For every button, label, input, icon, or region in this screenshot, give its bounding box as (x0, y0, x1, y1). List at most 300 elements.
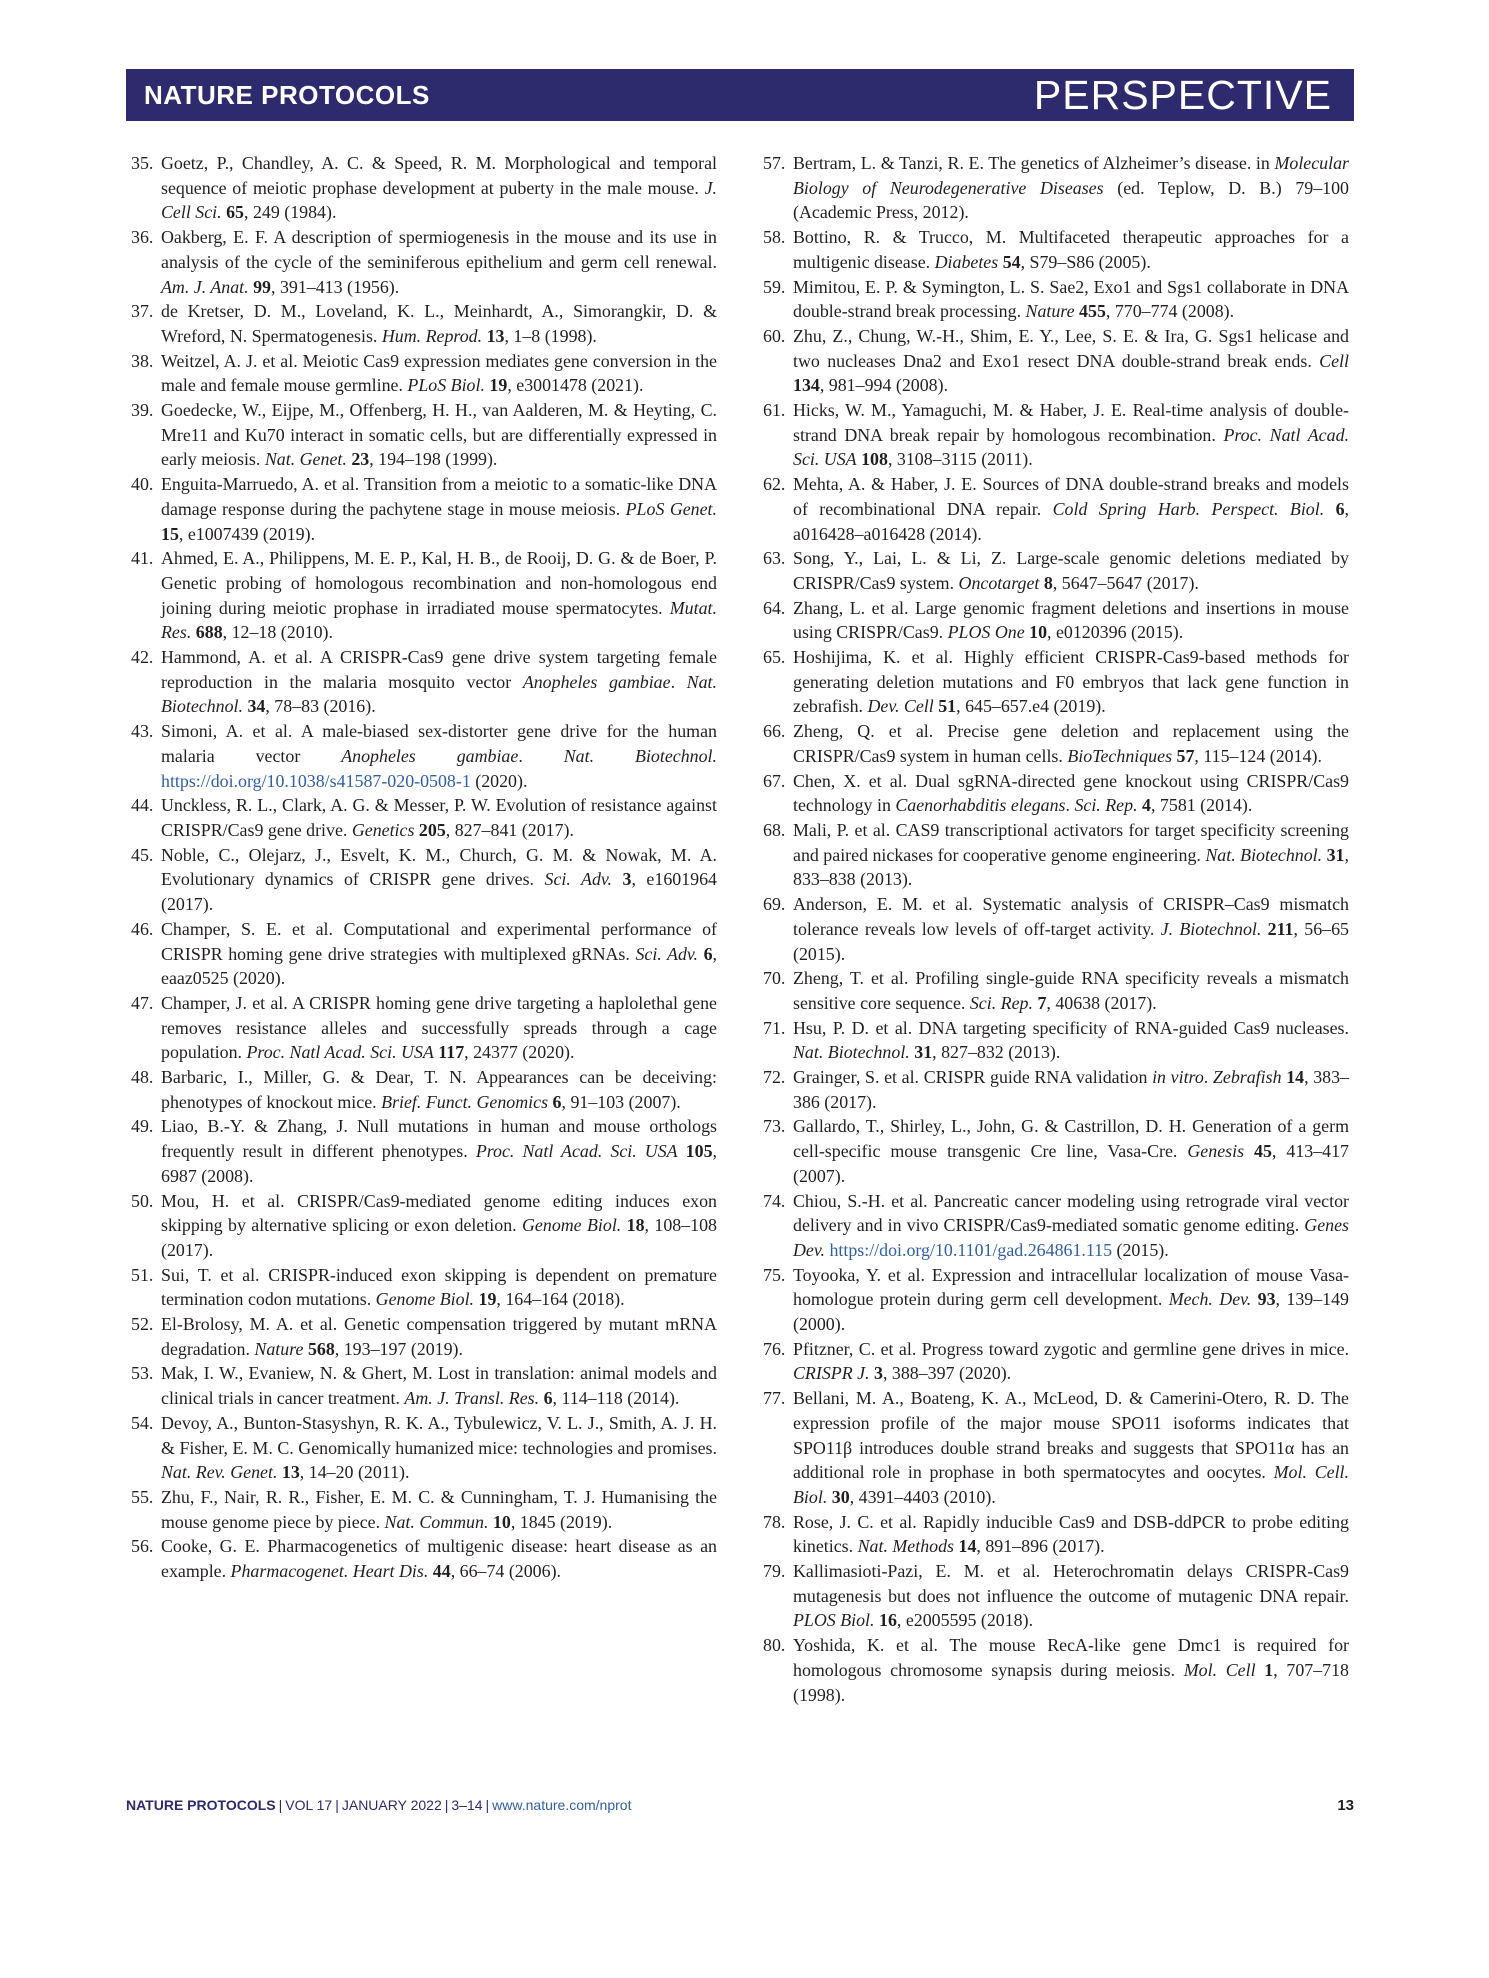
reference-text: , 645–657.e4 (2019). (956, 696, 1106, 717)
reference-text: Chen, X. et al. Dual sgRNA-directed gene knockout using CRISPR/Cas9 technology in (793, 770, 1349, 816)
reference-number: 40. (131, 474, 154, 495)
reference-volume: 19 (489, 375, 508, 396)
reference-text: Zhu, Z., Chung, W.-H., Shim, E. Y., Lee, S. E. & Ira, G. Sgs1 helicase and two nucleases Dna2 and Exo1 resect DNA double-strand break ends. (793, 325, 1349, 371)
reference-volume: 23 (351, 449, 370, 470)
reference-text: , 78–83 (2016). (265, 696, 376, 717)
footer-pages: 3–14 (451, 1797, 483, 1813)
reference-text: Zhu, F., Nair, R. R., Fisher, E. M. C. & Cunningham, T. J. Humanising the mouse genome piece by piece. (161, 1486, 717, 1532)
reference-number: 76. (763, 1338, 786, 1359)
reference-number: 68. (763, 819, 786, 840)
reference-number: 63. (763, 548, 786, 569)
reference-text: Noble, C., Olejarz, J., Esvelt, K. M., Church, G. M. & Nowak, M. A. Evolutionary dynamics of CRISPR gene drives. (161, 844, 717, 890)
reference-text: , a016428–a016428 (2014). (793, 498, 1349, 544)
reference-text: Hoshijima, K. et al. Highly efficient CRISPR-Cas9-based methods for generating deletion mutations and F0 embryos that lack gene function in zebrafish. (793, 647, 1349, 717)
reference-text: Mimitou, E. P. & Symington, L. S. Sae2, Exo1 and Sgs1 collaborate in DNA double-strand break processing. (793, 276, 1349, 322)
reference-journal: Genesis (1187, 1141, 1245, 1162)
reference-text: . (670, 671, 687, 692)
reference-number: 47. (131, 992, 154, 1013)
reference-text: , e3001478 (2021). (507, 375, 644, 396)
reference-number: 38. (131, 350, 154, 371)
reference-volume: 18 (626, 1215, 645, 1236)
reference-volume: 16 (879, 1610, 897, 1631)
reference-journal: Caenorhabditis elegans (895, 795, 1066, 816)
reference-number: 49. (131, 1116, 154, 1137)
reference-number: 48. (131, 1067, 154, 1088)
reference-number: 70. (763, 968, 786, 989)
reference-text: , 4391–4403 (2010). (849, 1486, 996, 1507)
reference-item (763, 472, 1349, 546)
reference-text: Kallimasioti-Pazi, E. M. et al. Heterochromatin delays CRISPR-Cas9 mutagenesis but does not influence the outcome of mutagenic DNA repair. (793, 1561, 1349, 1606)
reference-item (131, 1312, 717, 1361)
reference-number: 51. (131, 1264, 154, 1285)
reference-number: 59. (763, 276, 786, 297)
reference-text: , 981–994 (2008). (819, 375, 949, 396)
reference-number: 75. (763, 1264, 786, 1285)
reference-volume: 6 (1335, 498, 1345, 519)
reference-item (131, 1065, 717, 1114)
reference-volume: 8 (1043, 572, 1053, 593)
reference-volume: 6 (703, 943, 713, 964)
reference-volume: 211 (1267, 918, 1294, 939)
reference-volume: 3 (874, 1363, 883, 1384)
reference-volume: 57 (1176, 745, 1195, 766)
reference-number: 37. (131, 301, 154, 322)
reference-item (131, 1485, 717, 1534)
reference-item (763, 1016, 1349, 1065)
reference-journal: Anopheles gambiae (341, 745, 519, 766)
reference-text: , e1007439 (2019). (178, 523, 316, 544)
reference-journal: PLOS One (947, 622, 1025, 643)
reference-text: Zheng, Q. et al. Precise gene deletion and replacement using the CRISPR/Cas9 system in human cells. (793, 721, 1349, 766)
reference-volume: 54 (1002, 251, 1021, 272)
reference-number: 36. (131, 227, 154, 248)
reference-volume: 10 (492, 1511, 511, 1532)
reference-text: , 827–832 (2013). (932, 1042, 1061, 1063)
reference-journal: Proc. Natl Acad. Sci. USA (793, 424, 1349, 470)
reference-journal: Oncotarget (958, 572, 1040, 593)
reference-item (131, 1114, 717, 1188)
reference-journal: Hum. Reprod. (381, 325, 483, 346)
reference-journal: Anopheles gambiae (522, 671, 671, 692)
reference-volume: 51 (938, 696, 957, 717)
reference-volume: 13 (281, 1462, 300, 1483)
reference-journal: Nat. Biotechnol. (793, 1042, 910, 1063)
reference-text: Bertram, L. & Tanzi, R. E. The genetics of Alzheimer’s disease. in (793, 153, 1275, 173)
reference-volume: 45 (1254, 1141, 1272, 1162)
reference-journal: Dev. Cell (867, 696, 934, 717)
reference-journal: Mol. Cell. Biol. (793, 1462, 1349, 1507)
reference-text: El-Brolosy, M. A. et al. Genetic compensation triggered by mutant mRNA degradation. (161, 1314, 717, 1359)
reference-journal: Proc. Natl Acad. Sci. USA (475, 1141, 678, 1162)
reference-volume: 14 (958, 1536, 977, 1557)
reference-item (763, 1189, 1349, 1263)
reference-journal: Sci. Rep. (1074, 795, 1138, 816)
reference-text: , 413–417 (2007). (793, 1141, 1349, 1186)
reference-journal: Nature (1025, 301, 1075, 322)
reference-journal: Cold Spring Harb. Perspect. Biol. (1052, 498, 1325, 519)
reference-volume: 99 (253, 276, 271, 297)
reference-text: , 388–397 (2020). (882, 1363, 1012, 1384)
reference-number: 64. (763, 597, 786, 618)
reference-item (131, 843, 717, 917)
reference-volume: 30 (831, 1486, 850, 1507)
reference-number: 58. (763, 227, 786, 248)
reference-text: Cooke, G. E. Pharmacogenetics of multigenic disease: heart disease as an example. (161, 1536, 717, 1582)
reference-journal: CRISPR J. (793, 1363, 870, 1384)
reference-journal: PLOS Biol. (793, 1610, 875, 1631)
reference-number: 73. (763, 1116, 786, 1137)
reference-item (763, 546, 1349, 595)
reference-item (763, 398, 1349, 472)
reference-journal: PLoS Genet. (625, 498, 718, 519)
reference-text: , S79–S86 (2005). (1020, 251, 1151, 272)
reference-item (763, 151, 1349, 225)
reference-number: 42. (131, 647, 154, 668)
reference-text: Hsu, P. D. et al. DNA targeting specificity of RNA-guided Cas9 nucleases. (793, 1017, 1349, 1038)
reference-number: 35. (131, 153, 154, 173)
reference-text: , 14–20 (2011). (299, 1462, 410, 1483)
reference-text: , 891–896 (2017). (976, 1536, 1105, 1557)
section-label: PERSPECTIVE (1033, 71, 1332, 118)
reference-text: (ed. Teplow, D. B.) 79–100 (Academic Press, 2012). (793, 177, 1349, 223)
reference-item (763, 1263, 1349, 1337)
reference-text: , 6987 (2008). (161, 1141, 717, 1186)
footer-volume: VOL 17 (285, 1797, 333, 1813)
reference-volume: 31 (1326, 844, 1345, 865)
reference-text: Simoni, A. et al. A male-biased sex-distorter gene drive for the human malaria vector (161, 721, 717, 766)
reference-text: , 115–124 (2014). (1194, 745, 1322, 766)
reference-journal: Nat. Rev. Genet. (161, 1462, 278, 1483)
reference-item (763, 769, 1349, 818)
reference-text: , 770–774 (2008). (1105, 301, 1235, 322)
reference-item (763, 1337, 1349, 1386)
reference-item (763, 966, 1349, 1015)
reference-item (763, 275, 1349, 324)
reference-journal: Nat. Biotechnol. (161, 671, 717, 717)
reference-number: 45. (131, 844, 154, 865)
reference-text: Mali, P. et al. CAS9 transcriptional activators for target specificity screening and paired nickases for cooperative genome engineering. (793, 819, 1349, 865)
reference-journal: PLoS Biol. (407, 375, 485, 396)
reference-text: (2020). (470, 770, 528, 791)
reference-text: , 194–198 (1999). (369, 449, 498, 470)
reference-item (131, 225, 717, 299)
reference-text: , 164–164 (2018). (496, 1289, 625, 1310)
reference-journal: Nat. Genet. (264, 449, 347, 470)
reference-text: . (1203, 1067, 1213, 1088)
reference-journal: Sci. Rep. (969, 992, 1033, 1013)
reference-journal: Genome Biol. (522, 1215, 622, 1236)
reference-item (131, 1263, 717, 1312)
reference-number: 72. (763, 1067, 786, 1088)
reference-text: . (1065, 795, 1075, 816)
reference-volume: 568 (307, 1338, 335, 1359)
reference-item (763, 645, 1349, 719)
reference-item (763, 1633, 1349, 1707)
reference-volume: 455 (1079, 301, 1106, 322)
reference-volume: 3 (622, 869, 632, 890)
reference-text: Champer, J. et al. A CRISPR homing gene drive targeting a haplolethal gene removes resistance alleles and successfully spreads through a cage population. (161, 992, 717, 1063)
reference-text: Hammond, A. et al. A CRISPR-Cas9 gene drive system targeting female reproduction in the malaria mosquito vector (161, 647, 717, 692)
reference-journal: Sci. Adv. (635, 943, 698, 964)
reference-text: , 249 (1984). (244, 202, 337, 223)
reference-text: , 827–841 (2017). (445, 819, 574, 840)
reference-text: Toyooka, Y. et al. Expression and intracellular localization of mouse Vasa-homologue protein during germ cell development. (793, 1264, 1349, 1310)
reference-journal: Genome Biol. (375, 1289, 475, 1310)
reference-volume: 13 (486, 325, 505, 346)
reference-text: Goetz, P., Chandley, A. C. & Speed, R. M. Morphological and temporal sequence of meiotic prophase development at puberty in the male mouse. (161, 153, 717, 198)
reference-text (1256, 1660, 1265, 1680)
reference-text (1324, 499, 1335, 519)
reference-volume: 15 (161, 523, 179, 544)
reference-text: Champer, S. E. et al. Computational and experimental performance of CRISPR homing gene drive strategies with multiplexed gRNAs. (161, 918, 717, 964)
reference-text: Unckless, R. L., Clark, A. G. & Messer, P. W. Evolution of resistance against CRISPR/Cas9 gene drive. (161, 795, 717, 840)
reference-item (131, 472, 717, 546)
reference-item (131, 1411, 717, 1485)
reference-item (763, 818, 1349, 892)
reference-text (612, 869, 623, 889)
reference-volume: 205 (418, 819, 446, 840)
reference-text: , 193–197 (2019). (334, 1338, 463, 1359)
reference-text: Bottino, R. & Trucco, M. Multifaceted therapeutic approaches for a multigenic disease. (793, 227, 1349, 272)
reference-text: Mou, H. et al. CRISPR/Cas9-mediated genome editing induces exon skipping by alternative splicing or exon deletion. (161, 1190, 717, 1236)
reference-number: 80. (763, 1635, 786, 1656)
reference-text: Yoshida, K. et al. The mouse RecA-like gene Dmc1 is required for homologous chromosome synapsis during meiosis. (793, 1635, 1349, 1680)
reference-item (763, 1559, 1349, 1633)
reference-number: 78. (763, 1511, 786, 1532)
reference-text: Mehta, A. & Haber, J. E. Sources of DNA double-strand breaks and models of recombinational DNA repair. (793, 474, 1349, 519)
reference-journal: Mech. Dev. (1168, 1289, 1252, 1310)
reference-number: 39. (131, 400, 154, 421)
reference-text: , 40638 (2017). (1046, 992, 1157, 1013)
reference-number: 52. (131, 1314, 154, 1335)
reference-text: Zhang, L. et al. Large genomic fragment deletions and insertions in mouse using CRISPR/Cas9. (793, 597, 1349, 643)
reference-text: , 383–386 (2017). (793, 1067, 1349, 1112)
footer-journal: NATURE PROTOCOLS (126, 1797, 276, 1813)
reference-text: , 114–118 (2014). (552, 1388, 680, 1409)
reference-item (763, 1065, 1349, 1114)
reference-number: 71. (763, 1017, 786, 1038)
page-number: 13 (1337, 1797, 1354, 1814)
reference-number: 57. (763, 153, 786, 173)
reference-journal: J. Biotechnol. (1160, 918, 1262, 939)
reference-number: 43. (131, 721, 154, 742)
reference-journal: Am. J. Transl. Res. (404, 1388, 540, 1409)
reference-text: . (518, 745, 564, 766)
reference-item (763, 1386, 1349, 1510)
reference-text: Devoy, A., Bunton-Stasyshyn, R. K. A., Tybulewicz, V. L. J., Smith, A. J. H. & Fisher, E. M. C. Genomically humanized mice: technologies and promises. (161, 1412, 717, 1458)
reference-journal: Brief. Funct. Genomics (381, 1091, 549, 1112)
reference-volume: 117 (438, 1042, 465, 1063)
reference-item (131, 645, 717, 719)
reference-text: Bellani, M. A., Boateng, K. A., McLeod, D. & Camerini-Otero, R. D. The expression profile of the major mouse SPO11 isoforms indicates that SPO11β introduces double strand breaks and suggests that SPO11α has an additional role in prophase in both spermatocytes and oocytes. (793, 1388, 1349, 1483)
reference-number: 55. (131, 1486, 154, 1507)
reference-journal: Nat. Biotechnol. (563, 745, 717, 766)
reference-text: Zheng, T. et al. Profiling single-guide RNA specificity reveals a mismatch sensitive core sequence. (793, 968, 1349, 1013)
reference-text: Song, Y., Lai, L. & Li, Z. Large-scale genomic deletions mediated by CRISPR/Cas9 system. (793, 548, 1349, 593)
reference-item (131, 299, 717, 348)
reference-item (763, 596, 1349, 645)
reference-text: , 5647–5647 (2017). (1052, 572, 1199, 593)
reference-journal: Mutat. Res. (161, 597, 717, 643)
reference-text: Mak, I. W., Evaniew, N. & Ghert, M. Lost in translation: animal models and clinical trials in cancer treatment. (161, 1363, 717, 1409)
reference-text: Barbaric, I., Miller, G. & Dear, T. N. Appearances can be deceiving: phenotypes of knockout mice. (161, 1067, 717, 1112)
reference-number: 60. (763, 325, 786, 346)
reference-item (763, 324, 1349, 398)
reference-text: Anderson, E. M. et al. Systematic analysis of CRISPR–Cas9 mismatch tolerance reveals low levels of off-target activity. (793, 894, 1349, 939)
page-header (126, 69, 1354, 121)
reference-journal: J. Cell Sci. (161, 177, 717, 223)
journal-name: NATURE PROTOCOLS (144, 79, 430, 110)
reference-journal: Nature (254, 1338, 304, 1359)
reference-item (763, 1114, 1349, 1188)
reference-volume: 688 (195, 622, 223, 643)
reference-journal: Diabetes (934, 251, 999, 272)
reference-item (131, 793, 717, 842)
reference-number: 62. (763, 474, 786, 495)
references-right-column (763, 151, 1349, 1707)
reference-number: 56. (131, 1536, 154, 1557)
reference-text: Gallardo, T., Shirley, L., John, G. & Castrillon, D. H. Generation of a germ cell-specific mouse transgenic Cre line, Vasa-Cre. (793, 1116, 1349, 1162)
reference-volume: 7 (1037, 992, 1047, 1013)
reference-volume: 65 (226, 202, 244, 223)
reference-text: , 24377 (2020). (464, 1042, 575, 1063)
reference-text: Weitzel, A. J. et al. Meiotic Cas9 expression mediates gene conversion in the male and female mouse germline. (161, 350, 717, 396)
reference-item (131, 1534, 717, 1583)
reference-text: , eaaz0525 (2020). (161, 943, 717, 989)
reference-number: 50. (131, 1190, 154, 1211)
footer-citation: NATURE PROTOCOLS | VOL 17 | JANUARY 2022 | 3–14 | www.nature.com/nprot (126, 1797, 632, 1813)
reference-text: Ahmed, E. A., Philippens, M. E. P., Kal, H. B., de Rooij, D. G. & de Boer, P. Genetic probing of homologous recombination and non-homologous end joining during meiotic prophase in irradiated mouse spermatocytes. (161, 548, 717, 618)
reference-text: , 833–838 (2013). (793, 844, 1349, 890)
reference-item (131, 151, 717, 225)
reference-volume: 44 (432, 1561, 451, 1582)
reference-text: , 139–149 (2000). (793, 1289, 1349, 1335)
reference-journal: Sci. Adv. (544, 869, 612, 890)
reference-journal: BioTechniques (1067, 745, 1173, 766)
reference-text: , 1–8 (1998). (504, 325, 597, 346)
reference-volume: 105 (685, 1141, 713, 1162)
reference-journal: Nat. Commun. (384, 1511, 489, 1532)
reference-number: 46. (131, 918, 154, 939)
reference-item (131, 991, 717, 1065)
reference-number: 74. (763, 1190, 786, 1211)
reference-item (131, 1361, 717, 1410)
reference-journal: Am. J. Anat. (161, 276, 249, 297)
reference-journal: Pharmacogenet. Heart Dis. (230, 1561, 429, 1582)
reference-journal: Cell (1319, 350, 1349, 371)
reference-text: , 707–718 (1998). (793, 1659, 1349, 1705)
reference-text: Enguita-Marruedo, A. et al. Transition from a meiotic to a somatic-like DNA damage response during the pachytene stage in mouse meiosis. (161, 474, 717, 519)
reference-item (131, 349, 717, 398)
reference-journal: Genes Dev. (793, 1215, 1349, 1260)
reference-item (131, 398, 717, 472)
reference-number: 41. (131, 548, 154, 569)
reference-item (131, 917, 717, 991)
reference-item (763, 892, 1349, 966)
reference-volume: 134 (793, 375, 820, 396)
reference-text (1244, 1141, 1254, 1161)
reference-journal: Nat. Methods (857, 1536, 955, 1557)
footer-issue: JANUARY 2022 (341, 1797, 442, 1813)
reference-journal: Proc. Natl Acad. Sci. USA (246, 1042, 434, 1063)
reference-journal: Genetics (351, 819, 415, 840)
reference-text: , e0120396 (2015). (1047, 622, 1184, 643)
reference-text: Chiou, S.-H. et al. Pancreatic cancer modeling using retrograde viral vector delivery and in vivo CRISPR/Cas9-mediated somatic genome editing. (793, 1190, 1349, 1236)
reference-volume: 93 (1257, 1289, 1276, 1310)
reference-journal: in vitro (1152, 1067, 1204, 1088)
reference-text: Goedecke, W., Eijpe, M., Offenberg, H. H., van Aalderen, M. & Heyting, C. Mre11 and Ku70 interact in somatic cells, but are differentially expressed in early meiosis. (161, 400, 717, 470)
reference-item (131, 1189, 717, 1263)
reference-number: 65. (763, 647, 786, 668)
reference-text: , 91–103 (2007). (561, 1091, 681, 1112)
reference-number: 79. (763, 1561, 786, 1582)
reference-item (763, 1510, 1349, 1559)
reference-text: de Kretser, D. M., Loveland, K. L., Meinhardt, A., Simorangkir, D. & Wreford, N. Spermatogenesis. (161, 301, 717, 346)
reference-text: Liao, B.-Y. & Zhang, J. Null mutations in human and mouse orthologs frequently result in different phenotypes. (161, 1116, 717, 1162)
reference-volume: 34 (247, 696, 266, 717)
reference-text: Oakberg, E. F. A description of spermiogenesis in the mouse and its use in analysis of the cycle of the seminiferous epithelium and germ cell renewal. (161, 227, 717, 272)
reference-journal: Molecular Biology of Neurodegenerative Diseases (793, 153, 1349, 198)
reference-text: Grainger, S. et al. CRISPR guide RNA validation (793, 1067, 1153, 1088)
reference-journal: Mol. Cell (1183, 1659, 1256, 1680)
reference-volume: 14 (1286, 1067, 1305, 1088)
reference-text: Rose, J. C. et al. Rapidly inducible Cas9 and DSB-ddPCR to probe editing kinetics. (793, 1511, 1349, 1557)
reference-text: , 7581 (2014). (1150, 795, 1253, 816)
reference-text: (2015). (1112, 1239, 1169, 1260)
reference-journal: Zebrafish (1212, 1067, 1282, 1088)
reference-number: 66. (763, 721, 786, 742)
reference-item (131, 719, 717, 793)
reference-text: , 108–108 (2017). (161, 1215, 718, 1260)
references-left-column (131, 151, 717, 1584)
reference-text: , 12–18 (2010). (222, 622, 333, 643)
reference-text: Sui, T. et al. CRISPR-induced exon skipping is dependent on premature termination codon mutations. (161, 1264, 717, 1310)
reference-volume: 6 (543, 1388, 553, 1409)
reference-number: 67. (763, 770, 786, 791)
reference-number: 69. (763, 894, 786, 915)
reference-item (131, 546, 717, 645)
reference-item (763, 719, 1349, 768)
reference-text: , 391–413 (1956). (271, 276, 400, 297)
reference-item (763, 225, 1349, 274)
reference-journal: Nat. Biotechnol. (1205, 844, 1323, 865)
doi-link[interactable]: https://doi.org/10.1101/gad.264861.115 (829, 1239, 1113, 1260)
page-footer (126, 1797, 1354, 1814)
reference-number: 77. (763, 1388, 786, 1409)
reference-volume: 6 (552, 1091, 562, 1112)
reference-text: , 3108–3115 (2011). (887, 449, 1033, 470)
reference-volume: 19 (478, 1289, 497, 1310)
reference-volume: 10 (1029, 622, 1048, 643)
doi-link[interactable]: https://doi.org/10.1038/s41587-020-0508-1 (161, 770, 471, 791)
reference-text: Hicks, W. M., Yamaguchi, M. & Haber, J. E. Real-time analysis of double-strand DNA break repair by homologous recombination. (793, 400, 1349, 445)
reference-number: 54. (131, 1412, 154, 1433)
reference-text: , 1845 (2019). (510, 1511, 613, 1532)
reference-text: , 56–65 (2015). (793, 918, 1349, 964)
reference-volume: 1 (1264, 1659, 1274, 1680)
reference-text: , e1601964 (2017). (161, 869, 717, 915)
reference-text: , 66–74 (2006). (450, 1561, 562, 1582)
reference-number: 53. (131, 1363, 154, 1384)
reference-text: , e2005595 (2018). (896, 1610, 1034, 1631)
reference-volume: 31 (914, 1042, 933, 1063)
reference-number: 44. (131, 795, 154, 816)
reference-number: 61. (763, 400, 786, 421)
reference-volume: 108 (861, 449, 888, 470)
reference-text: Pfitzner, C. et al. Progress toward zygotic and germline gene drives in mice. (793, 1338, 1349, 1359)
footer-url-link[interactable]: www.nature.com/nprot (492, 1797, 632, 1813)
reference-volume: 4 (1142, 795, 1151, 816)
